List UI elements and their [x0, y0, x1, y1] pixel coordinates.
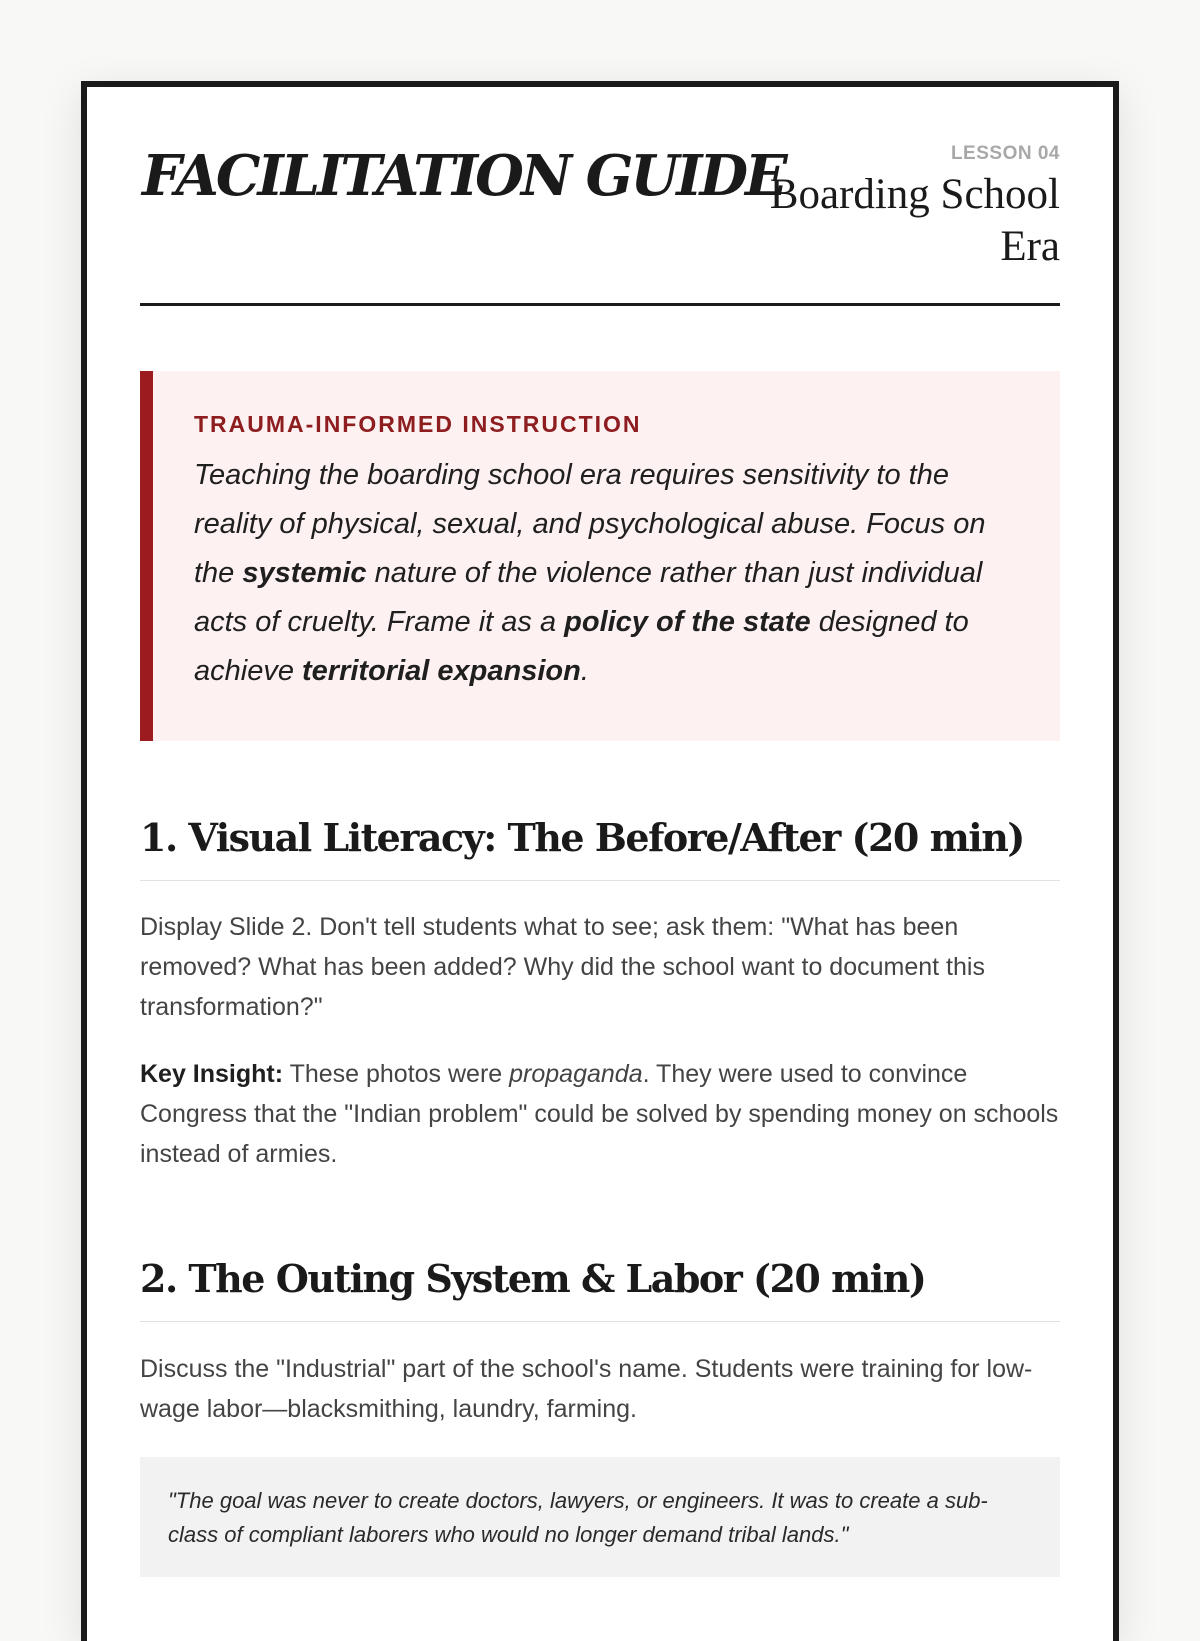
key-insight-paragraph — [140, 1054, 1060, 1174]
callout-text: . — [580, 655, 589, 687]
page-title-text: FACILITATION GUIDE — [142, 143, 785, 209]
callout-text: nature of the violence rather than just individual acts of cruelty. Frame it as a — [194, 557, 983, 638]
lesson-block — [760, 143, 1060, 273]
lesson-number: LESSON 04 — [950, 143, 1060, 164]
section-paragraph: Display Slide 2. Don't tell students what to see; ask them: "What has been removed? What has been added? Why did the school want to document this transformation?" — [140, 913, 985, 1021]
callout-emphasis: territorial expansion — [302, 655, 581, 687]
section-heading-visual-literacy: 1. Visual Literacy: The Before/After (20 min) — [140, 811, 1060, 881]
section-paragraph: Discuss the "Industrial" part of the school's name. Students were training for low-wage labor—blacksmithing, laundry, farming. — [140, 1355, 1033, 1423]
section-heading-outing-system: 2. The Outing System & Labor (20 min) — [140, 1252, 1060, 1322]
key-insight-text: These photos were — [283, 1060, 510, 1088]
lesson-name: Boarding School Era — [769, 171, 1060, 270]
key-insight-emphasis: propaganda — [509, 1060, 643, 1088]
callout-text: designed to achieve — [194, 606, 969, 687]
guide-header — [140, 87, 1060, 306]
callout-label: TRAUMA-INFORMED INSTRUCTION — [194, 411, 642, 437]
key-insight-text: . They were used to convince Congress that the "Indian problem" could be solved by spending money on schools instead of armies. — [140, 1060, 1059, 1168]
callout-emphasis: policy of the state — [564, 606, 811, 638]
guide-sheet — [81, 81, 1119, 1641]
callout-text: Teaching the boarding school era requires sensitivity to the reality of physical, sexual, and psychological abuse. Focus on the — [194, 459, 986, 589]
quote-block: "The goal was never to create doctors, lawyers, or engineers. It was to create a sub-class of compliant laborers who would no longer demand tribal lands." — [140, 1457, 1060, 1577]
callout-body — [194, 451, 1020, 696]
key-insight-label: Key Insight: — [140, 1060, 284, 1088]
callout-emphasis: systemic — [242, 557, 367, 589]
trauma-informed-callout — [140, 371, 1060, 741]
page-title — [142, 143, 785, 209]
